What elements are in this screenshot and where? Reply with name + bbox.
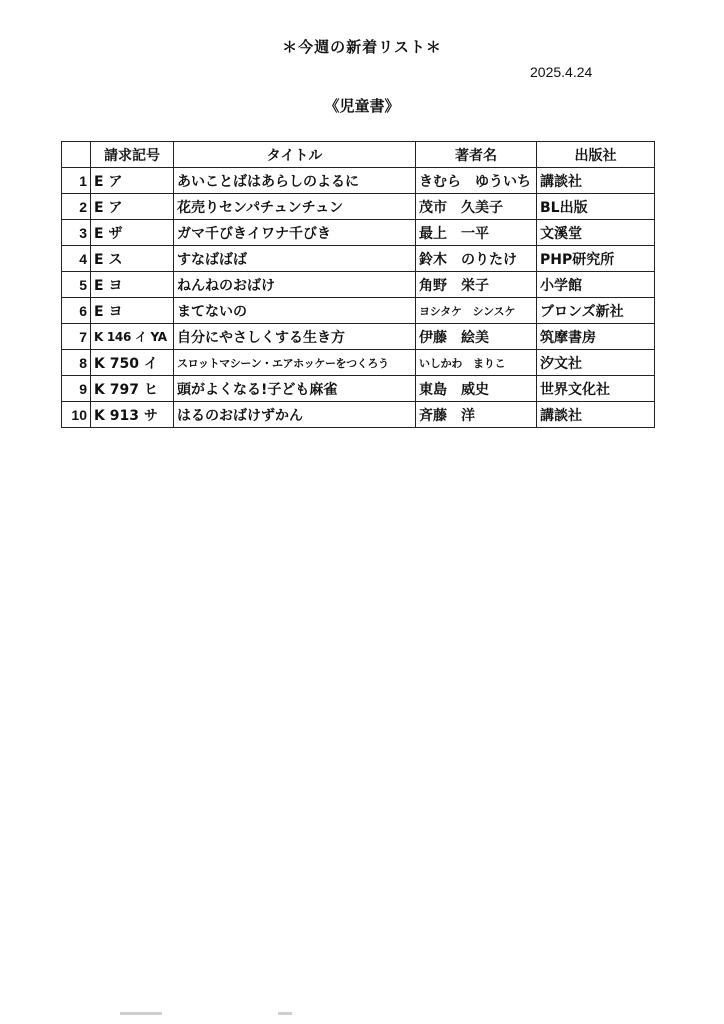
call-number: E ザ xyxy=(91,220,174,246)
table-row xyxy=(62,194,655,220)
table-row xyxy=(62,402,655,428)
book-title: スロットマシーン・エアホッケーをつくろう xyxy=(174,350,416,376)
book-author: 斉藤 洋 xyxy=(416,402,537,428)
row-number: 8 xyxy=(62,350,91,376)
call-number: E ヨ xyxy=(91,272,174,298)
column-header-publisher: 出版社 xyxy=(537,142,655,168)
table-row xyxy=(62,272,655,298)
book-author: 角野 栄子 xyxy=(416,272,537,298)
row-number: 5 xyxy=(62,272,91,298)
call-number: K 750 イ xyxy=(91,350,174,376)
scan-artifact xyxy=(120,1012,162,1015)
book-title: すなばばば xyxy=(174,246,416,272)
book-author: 最上 一平 xyxy=(416,220,537,246)
call-number: E ア xyxy=(91,194,174,220)
book-author: 東島 威史 xyxy=(416,376,537,402)
column-header-author: 著者名 xyxy=(416,142,537,168)
book-publisher: 汐文社 xyxy=(537,350,655,376)
column-header-no xyxy=(62,142,91,168)
column-header-title: タイトル xyxy=(174,142,416,168)
row-number: 4 xyxy=(62,246,91,272)
table-header-row xyxy=(62,142,655,168)
row-number: 2 xyxy=(62,194,91,220)
book-title: 頭がよくなる!子ども麻雀 xyxy=(174,376,416,402)
book-publisher: PHP研究所 xyxy=(537,246,655,272)
book-title: ガマ千びきイワナ千びき xyxy=(174,220,416,246)
scan-artifact xyxy=(278,1012,292,1015)
book-title: まてないの xyxy=(174,298,416,324)
book-publisher: 筑摩書房 xyxy=(537,324,655,350)
book-author: ヨシタケ シンスケ xyxy=(416,298,537,324)
column-header-call-number: 請求記号 xyxy=(91,142,174,168)
book-publisher: ブロンズ新社 xyxy=(537,298,655,324)
new-books-table xyxy=(61,141,655,428)
book-author: 茂市 久美子 xyxy=(416,194,537,220)
book-author: 伊藤 絵美 xyxy=(416,324,537,350)
call-number: K 797 ヒ xyxy=(91,376,174,402)
table-row xyxy=(62,246,655,272)
book-title: 花売りセンパチュンチュン xyxy=(174,194,416,220)
book-author: 鈴木 のりたけ xyxy=(416,246,537,272)
book-title: あいことばはあらしのよるに xyxy=(174,168,416,194)
book-publisher: 講談社 xyxy=(537,168,655,194)
table-row xyxy=(62,350,655,376)
row-number: 10 xyxy=(62,402,91,428)
row-number: 7 xyxy=(62,324,91,350)
page-title: ＊今週の新着リスト＊ xyxy=(282,38,442,56)
row-number: 3 xyxy=(62,220,91,246)
book-publisher: 世界文化社 xyxy=(537,376,655,402)
row-number: 6 xyxy=(62,298,91,324)
table-row xyxy=(62,220,655,246)
book-author: いしかわ まりこ xyxy=(416,350,537,376)
table-row xyxy=(62,376,655,402)
book-title: ねんねのおばけ xyxy=(174,272,416,298)
book-publisher: BL出版 xyxy=(537,194,655,220)
call-number: E ア xyxy=(91,168,174,194)
call-number: E ヨ xyxy=(91,298,174,324)
book-publisher: 講談社 xyxy=(537,402,655,428)
table-row xyxy=(62,324,655,350)
call-number: K 913 サ xyxy=(91,402,174,428)
call-number: E ス xyxy=(91,246,174,272)
row-number: 9 xyxy=(62,376,91,402)
section-heading: 《児童書》 xyxy=(324,97,400,115)
book-title: はるのおばけずかん xyxy=(174,402,416,428)
table-row xyxy=(62,298,655,324)
list-date: 2025.4.24 xyxy=(530,64,593,80)
table-row xyxy=(62,168,655,194)
row-number: 1 xyxy=(62,168,91,194)
book-publisher: 文溪堂 xyxy=(537,220,655,246)
call-number: K 146 イ YA xyxy=(91,324,174,350)
book-title: 自分にやさしくする生き方 xyxy=(174,324,416,350)
book-publisher: 小学館 xyxy=(537,272,655,298)
book-author: きむら ゆういち xyxy=(416,168,537,194)
